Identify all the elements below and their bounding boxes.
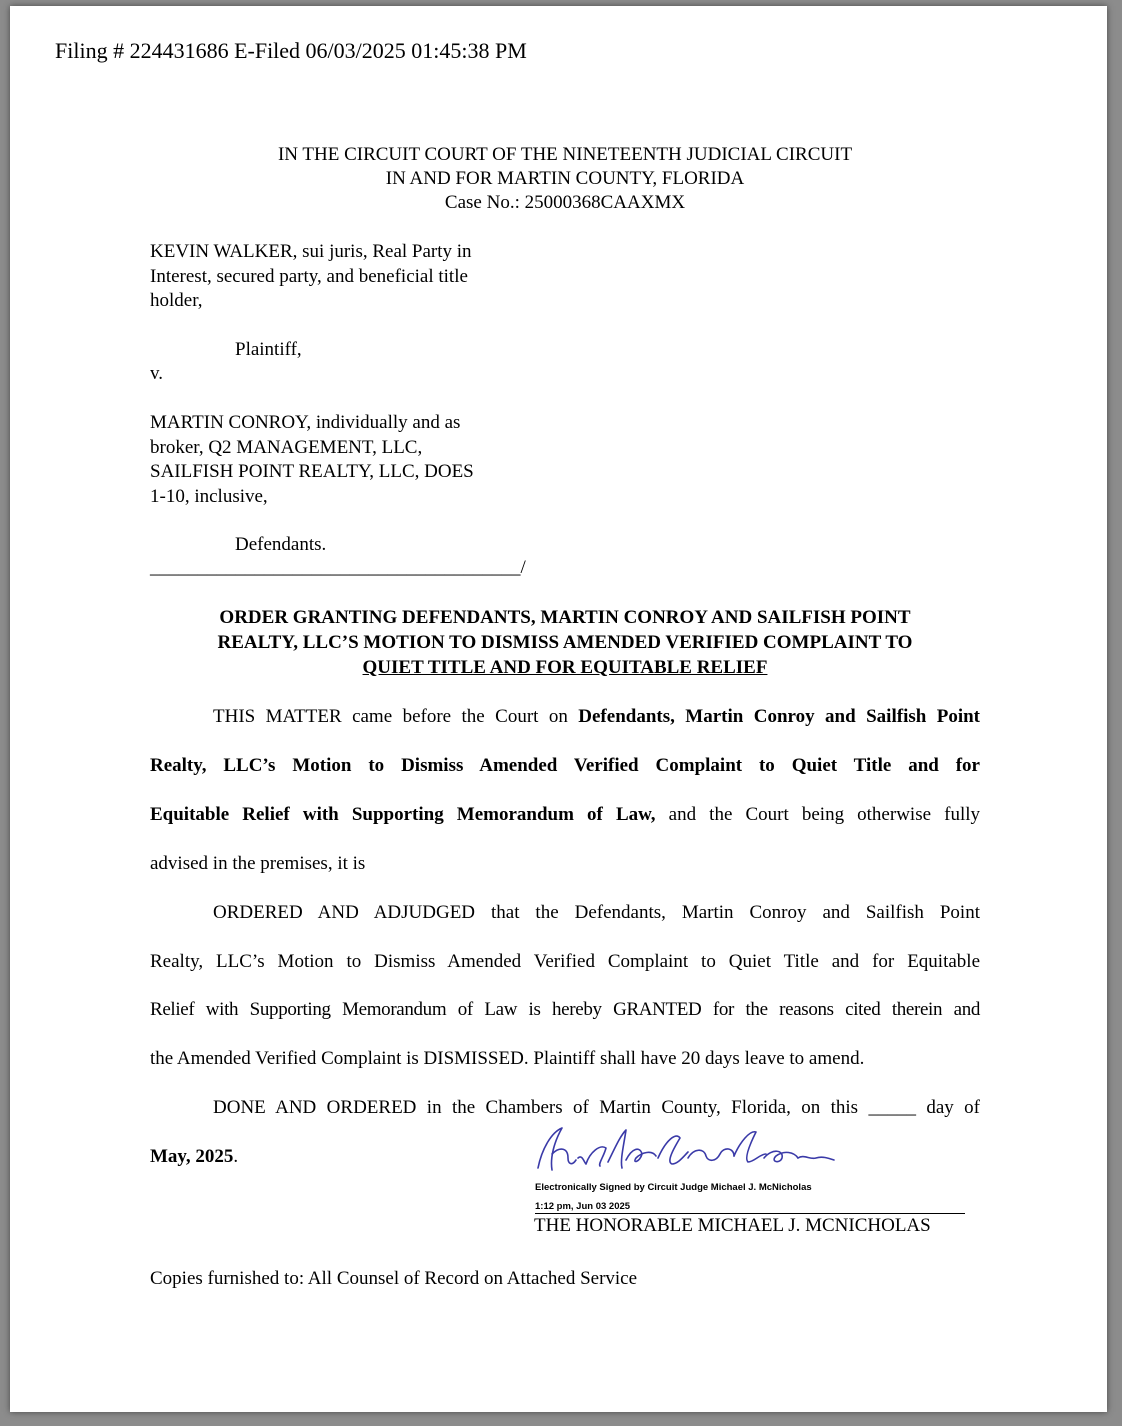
filing-stamp: Filing # 224431686 E-Filed 06/03/2025 01:45:38 PM — [55, 38, 527, 63]
versus: v. — [150, 363, 164, 384]
paragraph-line — [150, 705, 980, 729]
copies-furnished: Copies furnished to: All Counsel of Record on Attached Service — [150, 1268, 638, 1289]
court-name-line: IN THE CIRCUIT COURT OF THE NINETEENTH JUDICIAL CIRCUIT — [277, 144, 853, 165]
defendant-line: MARTIN CONROY, individually and as — [150, 412, 461, 433]
esign-text: Electronically Signed by Circuit Judge Michael J. McNicholas — [535, 1182, 812, 1193]
case-number: Case No.: 25000368CAAXMX — [444, 192, 686, 213]
caption-separator: _______________________________________/ — [150, 557, 526, 578]
motion-name-bold: Equitable Relief with Supporting Memorandum of Law, — [150, 804, 656, 825]
esign-time: 1:12 pm, Jun 03 2025 — [535, 1201, 631, 1212]
date-line: May, 2025. — [150, 1146, 239, 1167]
paragraph-line — [150, 803, 980, 827]
paragraph-line — [150, 901, 980, 925]
plaintiff-label: Plaintiff, — [235, 339, 302, 360]
paragraph-text: DONE AND ORDERED in the Chambers of Martin County, Florida, on this _____ day of — [213, 1097, 980, 1118]
paragraph-line: advised in the premises, it is — [150, 853, 366, 874]
paragraph-text: and the Court being otherwise fully — [655, 804, 980, 825]
paragraph-line: the Amended Verified Complaint is DISMISSED. Plaintiff shall have 20 days leave to amend. — [150, 1048, 865, 1069]
paragraph-text: THIS MATTER came before the Court on — [213, 706, 579, 727]
judge-name: THE HONORABLE MICHAEL J. MCNICHOLAS — [534, 1215, 931, 1236]
paragraph-text: ORDERED AND ADJUDGED that the Defendants, Martin Conroy and Sailfish Point — [213, 902, 980, 923]
order-title-underlined: QUIET TITLE AND FOR EQUITABLE RELIEF — [362, 657, 768, 678]
order-date: May, 2025 — [150, 1146, 234, 1167]
order-title-line: ORDER GRANTING DEFENDANTS, MARTIN CONROY AND SAILFISH POINT — [219, 607, 911, 628]
plaintiff-line: Interest, secured party, and beneficial title — [150, 265, 468, 287]
motion-name-bold: Realty, LLC’s Motion to Dismiss Amended Verified Complaint to Quiet Title and for — [150, 755, 980, 776]
paragraph-line: Realty, LLC’s Motion to Dismiss Amended Verified Complaint to Quiet Title and for Equitable — [150, 951, 980, 972]
judge-signature — [528, 1118, 858, 1180]
paragraph-line: Relief with Supporting Memorandum of Law is hereby GRANTED for the reasons cited therein and — [150, 999, 980, 1020]
defendant-label: Defendants. — [235, 534, 327, 555]
defendant-line: broker, Q2 MANAGEMENT, LLC, — [150, 436, 423, 458]
paragraph-line — [150, 1096, 980, 1120]
defendant-line: 1-10, inclusive, — [150, 485, 268, 507]
document-page — [10, 6, 1107, 1412]
plaintiff-line: KEVIN WALKER, sui juris, Real Party in — [150, 241, 472, 262]
motion-name-bold: Defendants, Martin Conroy and Sailfish Point — [578, 706, 981, 727]
order-title-line — [10, 655, 1120, 680]
defendant-line: SAILFISH POINT REALTY, LLC, DOES — [150, 461, 474, 482]
court-county-line: IN AND FOR MARTIN COUNTY, FLORIDA — [385, 168, 745, 189]
order-title-line: REALTY, LLC’S MOTION TO DISMISS AMENDED VERIFIED COMPLAINT TO — [217, 632, 913, 653]
plaintiff-line: holder, — [150, 290, 203, 311]
